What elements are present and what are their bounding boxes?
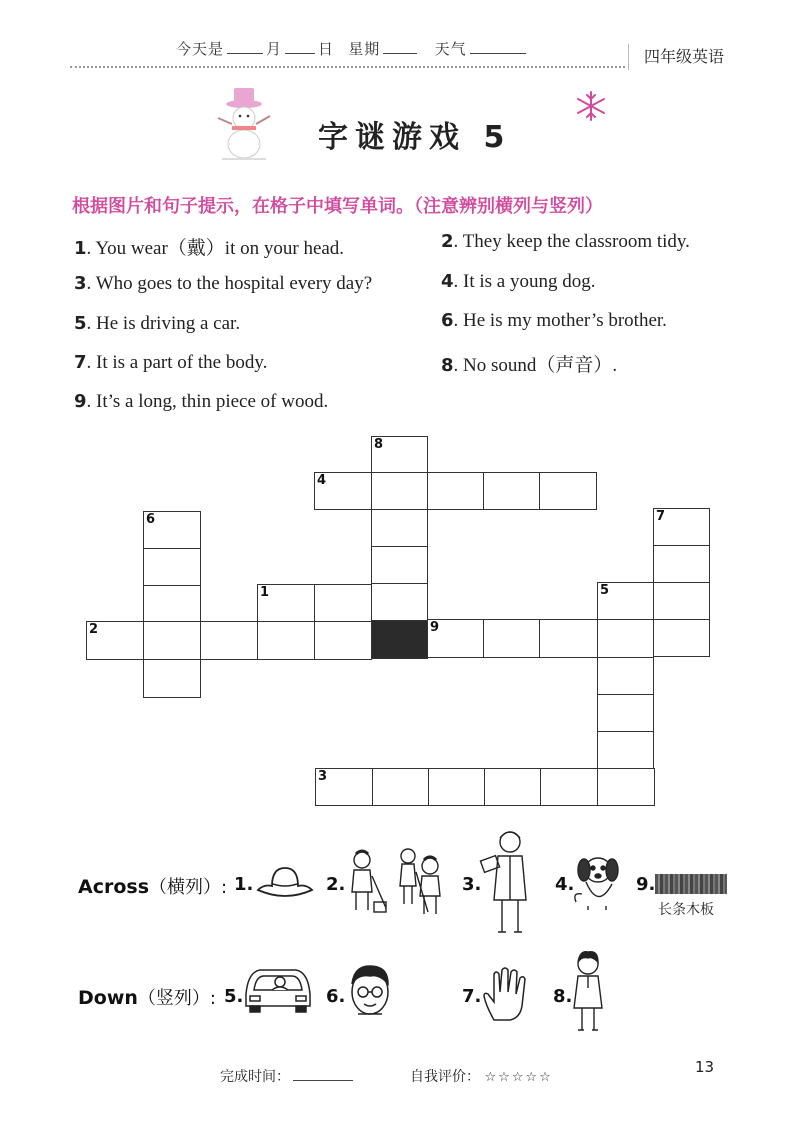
grid-cell[interactable] bbox=[143, 621, 201, 660]
across-item-2: 2. bbox=[326, 874, 346, 895]
down-item-7: 7. bbox=[462, 986, 482, 1007]
self-eval-label: 自我评价： bbox=[410, 1069, 480, 1085]
date-line bbox=[176, 38, 529, 59]
grid-cell[interactable] bbox=[315, 768, 373, 806]
clue-number: 3 bbox=[74, 273, 87, 294]
clue-5 bbox=[74, 313, 240, 335]
grid-cell[interactable] bbox=[539, 619, 598, 658]
grid-number: 2 bbox=[89, 622, 99, 637]
across-label bbox=[78, 873, 227, 899]
hat-icon bbox=[254, 862, 316, 902]
weather-blank[interactable] bbox=[470, 39, 526, 54]
grid-cell[interactable] bbox=[427, 472, 484, 510]
today-label: 今天是 bbox=[176, 42, 225, 58]
across-item-1: 1. bbox=[234, 874, 254, 895]
grid-number: 3 bbox=[318, 769, 328, 784]
down-label bbox=[78, 984, 216, 1010]
clue-number: 7 bbox=[74, 352, 87, 373]
clue-text: . It is a part of the body. bbox=[86, 352, 268, 373]
grid-cell[interactable] bbox=[597, 731, 654, 769]
grid-cell[interactable] bbox=[653, 619, 710, 657]
grid-cell[interactable] bbox=[540, 768, 598, 806]
clue-text: . Who goes to the hospital every day? bbox=[86, 273, 373, 294]
grid-cell[interactable] bbox=[143, 548, 201, 586]
girl-quiet-icon bbox=[568, 948, 608, 1036]
across-item-9: 9. bbox=[636, 874, 656, 895]
completion-time-blank[interactable] bbox=[293, 1068, 353, 1081]
grid-cell[interactable] bbox=[483, 619, 540, 658]
puppy-icon bbox=[568, 852, 620, 912]
clue-2 bbox=[441, 231, 690, 253]
across-label-cn: （横列）: bbox=[149, 877, 228, 898]
grid-cell[interactable] bbox=[597, 657, 654, 695]
students-cleaning-icon bbox=[344, 846, 446, 918]
grid-cell[interactable] bbox=[597, 582, 654, 620]
clue-text: . You wear（戴）it on your head. bbox=[86, 238, 345, 259]
hand-icon bbox=[480, 966, 530, 1022]
grade-subject-label: 四年级英语 bbox=[628, 44, 739, 70]
down-label-cn: （竖列）: bbox=[137, 988, 216, 1009]
weekday-label: 星期 bbox=[348, 42, 381, 58]
header-dotted-divider bbox=[70, 66, 625, 68]
clue-6 bbox=[441, 310, 667, 332]
grid-cell[interactable] bbox=[371, 583, 428, 621]
grid-number: 7 bbox=[656, 509, 666, 524]
grid-cell[interactable] bbox=[257, 621, 315, 660]
grid-cell[interactable] bbox=[371, 436, 428, 474]
grid-cell[interactable] bbox=[314, 584, 372, 622]
month-blank[interactable] bbox=[227, 39, 263, 54]
clue-1 bbox=[74, 233, 344, 260]
instruction-text: 根据图片和句子提示，在格子中填写单词。（注意辨别横列与竖列） bbox=[72, 196, 603, 217]
car-driver-icon bbox=[242, 964, 314, 1014]
month-label: 月 bbox=[266, 42, 283, 58]
grid-cell[interactable] bbox=[257, 584, 315, 622]
grid-number: 8 bbox=[374, 437, 384, 452]
across-label-text: Across bbox=[78, 876, 150, 898]
grid-cell[interactable] bbox=[200, 621, 258, 660]
clue-number: 2 bbox=[441, 231, 454, 252]
grid-cell[interactable] bbox=[653, 508, 710, 546]
grid-cell[interactable] bbox=[314, 621, 372, 660]
clue-3 bbox=[74, 273, 372, 295]
weather-label: 天气 bbox=[434, 42, 467, 58]
clue-number: 1 bbox=[74, 238, 87, 259]
snowman-icon bbox=[212, 82, 274, 162]
grid-cell[interactable] bbox=[597, 619, 654, 658]
rating-stars[interactable]: ☆☆☆☆☆ bbox=[484, 1070, 553, 1085]
down-label-text: Down bbox=[78, 987, 138, 1009]
grid-cell[interactable] bbox=[314, 472, 372, 510]
clue-text: . It is a young dog. bbox=[453, 271, 596, 292]
across-item-4: 4. bbox=[555, 874, 575, 895]
grid-cell[interactable] bbox=[597, 768, 655, 806]
snowflake-icon bbox=[575, 90, 607, 122]
weekday-blank[interactable] bbox=[383, 39, 417, 54]
grid-cell[interactable] bbox=[483, 472, 540, 510]
clue-text: . They keep the classroom tidy. bbox=[453, 231, 690, 252]
clue-8 bbox=[441, 350, 617, 377]
clue-9 bbox=[74, 391, 328, 413]
grid-cell[interactable] bbox=[428, 768, 485, 806]
down-item-5: 5. bbox=[224, 986, 244, 1007]
grid-cell[interactable] bbox=[653, 582, 710, 620]
down-item-8: 8. bbox=[553, 986, 573, 1007]
clue-text: . He is driving a car. bbox=[86, 313, 241, 334]
clue-text: . No sound（声音）. bbox=[453, 355, 618, 376]
clue-7 bbox=[74, 352, 267, 374]
uncle-icon bbox=[344, 962, 396, 1020]
clue-4 bbox=[441, 271, 596, 293]
clue-number: 9 bbox=[74, 391, 87, 412]
grid-cell[interactable] bbox=[143, 585, 201, 622]
wooden-plank-caption: 长条木板 bbox=[658, 902, 714, 918]
grid-cell[interactable] bbox=[371, 472, 428, 510]
day-blank[interactable] bbox=[285, 39, 315, 54]
wooden-plank-icon bbox=[655, 874, 727, 894]
grid-number: 1 bbox=[260, 585, 270, 600]
clue-text: . It’s a long, thin piece of wood. bbox=[86, 391, 329, 412]
page-number: 13 bbox=[695, 1058, 715, 1076]
page-title: 字谜游戏 5 bbox=[318, 120, 512, 155]
grid-number: 4 bbox=[317, 473, 327, 488]
grid-cell[interactable] bbox=[143, 659, 201, 698]
grid-cell[interactable] bbox=[372, 768, 429, 806]
grid-number: 9 bbox=[430, 620, 440, 635]
completion-time bbox=[220, 1066, 356, 1086]
grid-cell[interactable] bbox=[86, 621, 144, 660]
day-label: 日 bbox=[318, 42, 335, 58]
clue-number: 5 bbox=[74, 313, 87, 334]
across-item-3: 3. bbox=[462, 874, 482, 895]
grid-cell[interactable] bbox=[539, 472, 597, 510]
grid-cell[interactable] bbox=[371, 546, 428, 584]
doctor-icon bbox=[478, 828, 536, 938]
clue-text: . He is my mother’s brother. bbox=[453, 310, 667, 331]
clue-number: 6 bbox=[441, 310, 454, 331]
completion-time-label: 完成时间： bbox=[220, 1069, 290, 1085]
self-evaluation bbox=[410, 1066, 553, 1086]
grid-cell-blocked bbox=[371, 620, 428, 659]
grid-number: 5 bbox=[600, 583, 610, 598]
grid-cell[interactable] bbox=[597, 694, 654, 732]
grid-cell[interactable] bbox=[427, 619, 484, 658]
grid-cell[interactable] bbox=[371, 509, 428, 547]
grid-number: 6 bbox=[146, 512, 156, 527]
grid-cell[interactable] bbox=[653, 545, 710, 583]
clue-number: 4 bbox=[441, 271, 454, 292]
down-item-6: 6. bbox=[326, 986, 346, 1007]
grid-cell[interactable] bbox=[143, 511, 201, 549]
grid-cell[interactable] bbox=[484, 768, 541, 806]
clue-number: 8 bbox=[441, 355, 454, 376]
